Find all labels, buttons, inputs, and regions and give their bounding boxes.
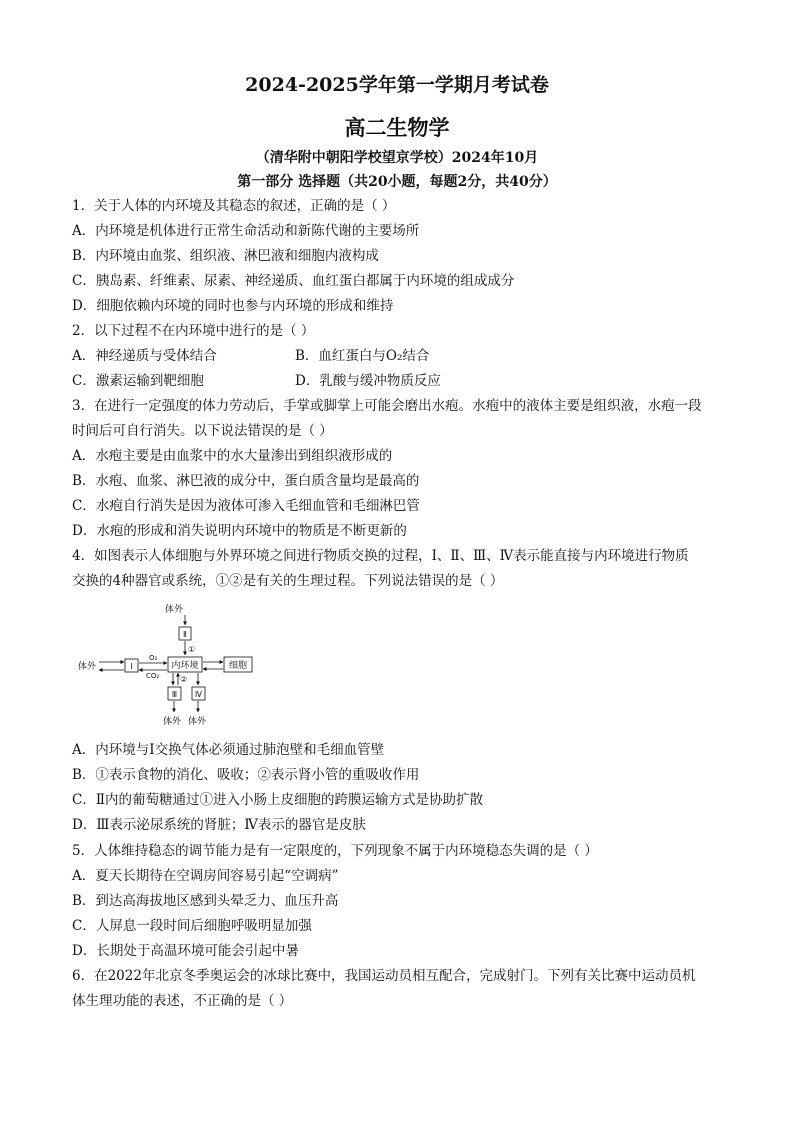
question-3-stem-line-2: 时间后可自行消失。以下说法错误的是（ ） [72,423,333,439]
label-outside-bottom-2: 体外 [188,717,207,727]
label-cell: 细胞 [228,661,248,671]
question-1-option-a: A．内环境是机体进行正常生命活动和新陈代谢的主要场所 [72,223,420,239]
question-4-stem-line-1: 4．如图表示人体细胞与外界环境之间进行物质交换的过程，Ⅰ、Ⅱ、Ⅲ、Ⅳ表示能直接与内环境进行物质 [72,548,689,564]
question-4-option-d: D．Ⅲ表示泌尿系统的肾脏；Ⅳ表示的器官是皮肤 [72,817,366,833]
question-6-stem-line-2: 体生理功能的表述，不正确的是（ ） [72,993,293,1009]
question-5-option-d: D．长期处于高温环境可能会引起中暑 [72,943,299,959]
exchange-diagram [78,600,258,730]
question-5-stem: 5．人体维持稳态的调节能力是有一定限度的，下列现象不属于内环境稳态失调的是（ ） [72,843,598,859]
question-1-stem: 1．关于人体的内环境及其稳态的叙述，正确的是（ ） [72,198,396,214]
question-1-option-c: C．胰岛素、纤维素、尿素、神经递质、血红蛋白都属于内环境的组成成分 [72,273,515,289]
question-4-stem-line-2: 交换的4种器官或系统，①②是有关的生理过程。下列说法错误的是（ ） [72,573,504,589]
question-2-option-a: A．神经递质与受体结合 [72,348,217,364]
label-outside-bottom-1: 体外 [163,717,182,727]
label-process-1: ① [188,645,196,654]
question-2-option-d: D．乳酸与缓冲物质反应 [295,373,441,389]
school-date: （清华附中朝阳学校望京学校）2024年10月 [255,150,539,166]
question-1-option-b: B．内环境由血浆、组织液、淋巴液和细胞内液构成 [72,248,379,264]
question-5-option-b: B．到达高海拔地区感到头晕乏力、血压升高 [72,893,339,909]
label-I: Ⅰ [130,662,133,671]
question-4-option-c: C．Ⅱ内的葡萄糖通过①进入小肠上皮细胞的跨膜运输方式是协助扩散 [72,792,484,808]
label-outside-top: 体外 [164,605,184,615]
question-2-stem: 2．以下过程不在内环境中进行的是（ ） [72,323,315,339]
label-III: Ⅲ [171,690,178,699]
question-3-stem-line-1: 3．在进行一定强度的体力劳动后，手掌或脚掌上可能会磨出水疱。水疱中的液体主要是组织液，水疱一段 [72,398,702,414]
label-co2: CO₂ [146,672,160,680]
label-inner-environment: 内环境 [171,661,199,671]
question-4-option-a: A．内环境与Ⅰ交换气体必须通过肺泡壁和毛细血管壁 [72,742,385,758]
label-outside-left: 体外 [78,662,97,672]
question-2-option-c: C．激素运输到靶细胞 [72,373,204,389]
question-1-option-d: D．细胞依赖内环境的同时也参与内环境的形成和维持 [72,298,394,314]
section-heading: 第一部分 选择题（共20小题，每题2分，共40分） [237,174,557,190]
question-3-option-d: D．水疱的形成和消失说明内环境中的物质是不断更新的 [72,523,407,539]
subject-title: 高二生物学 [344,115,450,140]
label-process-2: ② [180,675,188,684]
exam-title: 2024-2025学年第一学期月考试卷 [245,74,549,96]
question-4-option-b: B．①表示食物的消化、吸收；②表示肾小管的重吸收作用 [72,767,420,783]
question-5-option-a: A．夏天长期待在空调房间容易引起“空调病” [72,868,339,884]
question-6-stem-line-1: 6．在2022年北京冬季奥运会的冰球比赛中，我国运动员相互配合，完成射门。下列有关比赛中运动员机 [72,968,696,984]
question-3-option-c: C．水疱自行消失是因为液体可渗入毛细血管和毛细淋巴管 [72,498,420,514]
label-IV: Ⅳ [195,690,202,699]
label-II: Ⅱ [183,630,187,639]
question-3-option-b: B．水疱、血浆、淋巴液的成分中，蛋白质含量均是最高的 [72,473,420,489]
question-5-option-c: C．人屏息一段时间后细胞呼吸明显加强 [72,918,312,934]
question-3-option-a: A．水疱主要是由血浆中的水大量渗出到组织液形成的 [72,448,393,464]
label-o2: O₂ [149,654,158,662]
question-2-option-b: B．血红蛋白与O₂结合 [295,348,430,364]
